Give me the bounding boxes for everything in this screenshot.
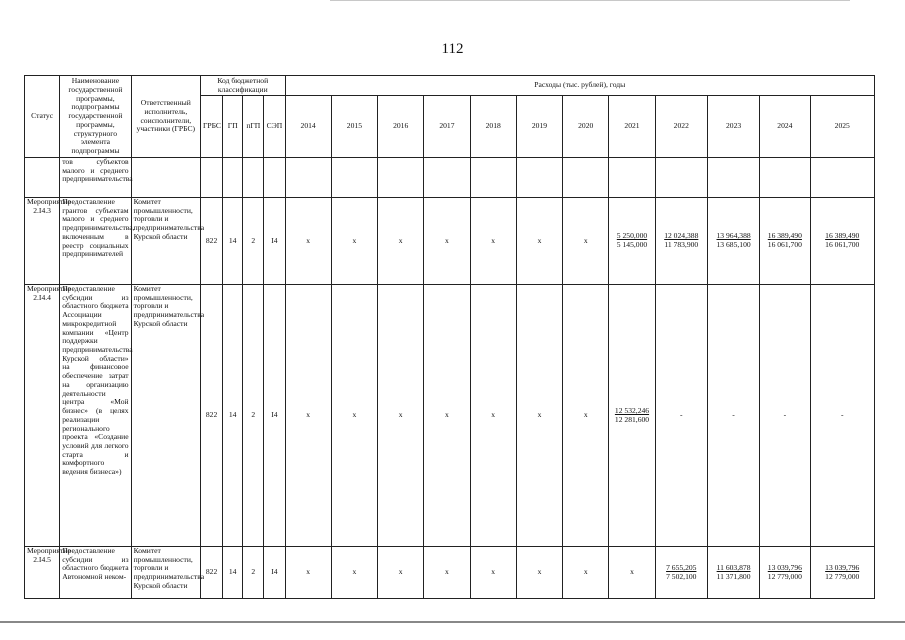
year-value-bottom: 12 281,600 (614, 414, 650, 424)
header-code-group: Код бюджетной классификации (201, 76, 286, 96)
year-cell: x (516, 198, 562, 285)
year-value-bottom: 7 502,100 (666, 571, 697, 581)
year-cell: x (424, 285, 470, 547)
year-cell: x (563, 285, 609, 547)
status-cell: Мероприятие 2.I4.4 (25, 285, 60, 547)
year-cell (563, 158, 609, 198)
year-cell (810, 198, 875, 285)
year-cell: x (285, 285, 331, 547)
header-year: 2018 (470, 96, 516, 158)
year-cell (810, 547, 875, 599)
year-cell: x (378, 547, 424, 599)
year-cell (285, 158, 331, 198)
year-cell: x (470, 547, 516, 599)
year-cell: x (470, 198, 516, 285)
code-cell (264, 158, 285, 198)
year-cell: x (609, 547, 655, 599)
code-cell: I4 (264, 285, 285, 547)
year-cell: x (285, 198, 331, 285)
year-cell (609, 285, 655, 547)
header-status: Статус (25, 76, 60, 158)
year-value-bottom: 16 061,700 (767, 240, 802, 249)
header-expenses-group: Расходы (тыс. рублей), годы (285, 76, 875, 96)
header-year: 2021 (609, 96, 655, 158)
header-year: 2025 (810, 96, 875, 158)
year-cell: - (655, 285, 707, 547)
header-code-sep: СЭП (264, 96, 285, 158)
year-cell: x (378, 198, 424, 285)
year-cell (760, 547, 810, 599)
year-cell: - (810, 285, 875, 547)
year-cell (760, 198, 810, 285)
year-cell: x (424, 198, 470, 285)
code-cell: 2 (243, 285, 264, 547)
year-cell (655, 198, 707, 285)
name-cell: Предоставление субсидии из областного бюджета Ассоциации микрокредитной компании «Центр поддержки предпринимательства Курской области» на финансовое обеспечение затрат на организацию деятельности центра «Мой бизнес» (в целях реализации регионального проекта «Создание условий для легкого старта и комфортного ведения бизнеса») (60, 285, 131, 547)
year-cell (424, 158, 470, 198)
year-cell: x (516, 285, 562, 547)
year-value-top: 7 655,205 (666, 562, 697, 572)
header-code-grbs: ГРБС (201, 96, 223, 158)
year-value-top: 12 532,246 (614, 405, 650, 415)
budget-table (24, 75, 875, 599)
year-value-top: 13 039,796 (767, 562, 802, 572)
responsible-cell: Комитет промышленности, торговли и предпринимательства Курской области (131, 198, 200, 285)
table-row (25, 285, 875, 547)
header-year: 2017 (424, 96, 470, 158)
header-year: 2014 (285, 96, 331, 158)
year-cell (707, 198, 759, 285)
responsible-cell: Комитет промышленности, торговли и предпринимательства Курской области (131, 285, 200, 547)
year-cell (707, 158, 759, 198)
year-value-bottom: 13 685,100 (716, 240, 751, 249)
year-cell (516, 158, 562, 198)
code-cell (201, 158, 223, 198)
code-cell: 822 (201, 285, 223, 547)
header-responsible: Ответственный исполнитель, соисполнители, участники (ГРБС) (131, 76, 200, 158)
year-value-top: 13 039,796 (825, 562, 860, 572)
year-cell (707, 547, 759, 599)
year-cell: - (707, 285, 759, 547)
code-cell: 822 (201, 198, 223, 285)
code-cell (223, 158, 243, 198)
code-cell: I4 (264, 547, 285, 599)
year-cell: x (563, 547, 609, 599)
code-cell: 2 (243, 198, 264, 285)
year-cell (470, 158, 516, 198)
year-value-top: 12 024,388 (664, 231, 699, 241)
header-code-pgp: пГП (243, 96, 264, 158)
header-year: 2022 (655, 96, 707, 158)
code-cell: 14 (223, 198, 243, 285)
header-year: 2024 (760, 96, 810, 158)
year-value-top: 5 250,000 (616, 231, 648, 241)
year-value-bottom: 12 779,000 (767, 571, 802, 581)
table-row (25, 158, 875, 198)
code-cell: 822 (201, 547, 223, 599)
year-cell: x (331, 198, 377, 285)
year-value-bottom: 12 779,000 (825, 571, 860, 581)
year-cell: x (378, 285, 424, 547)
year-cell: x (331, 285, 377, 547)
year-value-bottom: 5 145,000 (616, 240, 648, 249)
year-value-top: 16 389,490 (767, 231, 802, 241)
header-year: 2016 (378, 96, 424, 158)
table-row (25, 198, 875, 285)
code-cell: 2 (243, 547, 264, 599)
year-value-top: 16 389,490 (825, 231, 860, 241)
name-cell: Предоставление грантов субъектам малого и среднего предпринимательства, включенным в реестр социальных предпринимателей (60, 198, 131, 285)
table-row (25, 547, 875, 599)
year-value-top: 11 603,878 (716, 562, 751, 572)
year-cell: x (516, 547, 562, 599)
year-value-top: 13 964,388 (716, 231, 751, 241)
code-cell (243, 158, 264, 198)
year-cell (760, 158, 810, 198)
header-year: 2019 (516, 96, 562, 158)
year-cell: - (760, 285, 810, 547)
scan-bottom-edge (0, 621, 905, 623)
header-code-gp: ГП (223, 96, 243, 158)
year-cell (609, 198, 655, 285)
header-year: 2020 (563, 96, 609, 158)
header-year: 2023 (707, 96, 759, 158)
header-year: 2015 (331, 96, 377, 158)
year-cell: x (424, 547, 470, 599)
status-cell: Мероприятие 2.I4.5 (25, 547, 60, 599)
year-value-bottom: 11 783,900 (664, 240, 699, 249)
status-cell (25, 158, 60, 198)
year-cell (609, 158, 655, 198)
code-cell: I4 (264, 198, 285, 285)
page-number: 112 (441, 41, 464, 57)
code-cell: 14 (223, 285, 243, 547)
year-value-bottom: 11 371,800 (716, 571, 751, 581)
header-row-1 (25, 76, 875, 96)
name-cell: тов субъектов малого и среднего предпринимательства (60, 158, 131, 198)
code-cell: 14 (223, 547, 243, 599)
year-cell (655, 158, 707, 198)
year-value-bottom: 16 061,700 (825, 240, 860, 249)
year-cell: x (470, 285, 516, 547)
year-cell: x (563, 198, 609, 285)
responsible-cell: Комитет промышленности, торговли и предпринимательства Курской области (131, 547, 200, 599)
scan-edge-line (330, 0, 850, 1)
status-cell: Мероприятие 2.I4.3 (25, 198, 60, 285)
year-cell (810, 158, 875, 198)
year-cell (378, 158, 424, 198)
year-cell: x (285, 547, 331, 599)
year-cell (655, 547, 707, 599)
year-cell (331, 158, 377, 198)
year-cell: x (331, 547, 377, 599)
header-name: Наименование государственной программы, подпрограммы государственной программы, структурного элемента подпрограммы (60, 76, 131, 158)
name-cell: Предоставление субсидии из областного бюджета Автономной неком- (60, 547, 131, 599)
responsible-cell (131, 158, 200, 198)
